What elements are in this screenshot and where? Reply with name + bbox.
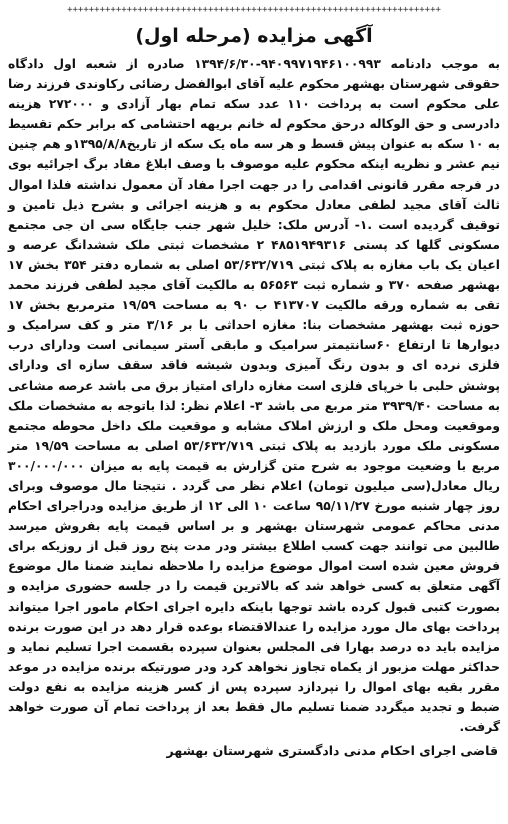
notice-body: به موجب دادنامه ۹۴۰۹۹۷۱۹۴۶۱۰۰۹۹۳-۱۳۹۴/۶/۳۰ صادره از شعبه اول دادگاه حقوقی شهرستان بهشهر محکوم علیه آقای ابوالفضل رضائی رکاوندی فرزند رضا علی محکوم است به پرداخت ۱۱۰ عدد سکه تمام بهار آزادی و ۲۷۲۰۰۰ هزینه دادرسی و حق الوکاله درحق محکوم له خانم بریهه احتشامی که برابر حکم تقسیط به ۱۰ سکه به عنوان پیش قسط و هر سه ماه یک سکه از تاریخ۱۳۹۵/۸/۸و هم چنین نیم عشر و نظریه اینکه محکوم علیه موصوف با وصف ابلاغ مفاد برگ اجرائیه بوی در فرجه مقرر قانونی اقدامی را در جهت اجرا مفاد آن معمول نداشته فلذا اموال ثالث آقای مجید لطفی معادل محکوم به و هزینه اجرائی و بشرح ذیل تامین و توقیف گردیده است .۱- آدرس ملک: خلیل شهر جنب جایگاه سی ان جی مجتمع مسکونی گلها کد پستی ۴۸۵۱۹۴۹۳۱۶ ۲ مشخصات ثبتی ملک ششدانگ عرصه و اعیان یک باب مغازه به پلاک ثبتی ۵۳/۶۳۲/۷۱۹ اصلی به شماره دفتر ۳۵۴ بخش ۱۷ بهشهر صفحه ۳۷۰ و شماره ثبت ۵۶۵۶۳ به مالکیت آقای مجید لطفی فرزند محمد تقی به شماره ورقه مالکیت ۴۱۳۷۰۷ ب ۹۰ به مساحت ۱۹/۵۹ مترمربع بخش ۱۷ حوزه ثبت بهشهر مشخصات بنا: مغازه احداثی با بر ۳/۱۶ متر و کف سرامیک و دیوارها تا ارتفاع ۶۰سانتیمتر سرامیک و مابقی آستر سیمانی است ودارای درب فلزی نرده ای و بدون رنگ آمیزی وبدون شیشه فاقد سقف سازه ای ودارای پوشش حلبی با خرپای فلزی است مغازه دارای امتیاز برق می باشد عرصه مشاعی به مساحت ۳۹۳۹/۴۰ متر مربع می باشد ۳- اعلام نظر: لذا باتوجه به مشخصات ملک وموقعیت ومحل ملک و ارزش املاک مشابه و موقعیت ملک داخل محوطه مجتمع مسکونی ملک مورد بازدید به پلاک ثبتی ۵۳/۶۳۲/۷۱۹ اصلی به مساحت ۱۹/۵۹ متر مربع با وضعیت موجود به شرح متن گزارش به قیمت پایه به میزان ۳۰۰/۰۰۰/۰۰۰ ریال معادل(سی میلیون تومان) اعلام نظر می گردد . نتیجتا مال موصوف وبرای روز چهار شنبه مورخ ۹۵/۱۱/۲۷ ساعت ۱۰ الی ۱۲ از طریق مزایده ودراجرای احکام مدنی محاکم عمومی شهرستان بهشهر و بر اساس قیمت پایه بفروش میرسد طالبین می توانند جهت کسب اطلاع بیشتر ودر مدت پنج روز قبل از روزیکه برای فروش معین شده است اموال موضوع مزایده را ملاحظه نمایند ضمنا مال موضوع آگهی متعلق به کسی خواهد شد که بالاترین قیمت را در جلسه حضوری مزایده و بصورت کتبی قبول کرده باشد توجها باینکه دایره اجرای احکام مامور اجرا میتواند پرداخت بهای مال مورد مزایده را عندالاقتضاء بوعده قرار دهد در این صورت برنده مزایده باید ده درصد بهارا فی المجلس بعنوان سپرده بقسمت اجرا تسلیم نماید و حداکثر مهلت مزبور از یکماه تجاوز نخواهد کرد ودر صورتیکه برنده مزایده در موعد مقرر بقیه بهای اموال را نپردازد سپرده پس از کسر هزینه مزایده به نفع دولت ضبط و تجدید میگردد ضمنا تسلیم مال فقط بعد از پرداخت تمام آن صورت خواهد گرفت. <box>8 57 501 735</box>
top-border-rule: +++++++++++++++++++++++++++++++++++++++++++++++++++++++++++++++++++++ <box>67 5 441 15</box>
notice-title: آگهی مزایده (مرحله اول) <box>135 25 373 47</box>
judge-signature-line: قاضی اجرای احکام مدنی دادگستری شهرستان بهشهر <box>166 743 498 759</box>
